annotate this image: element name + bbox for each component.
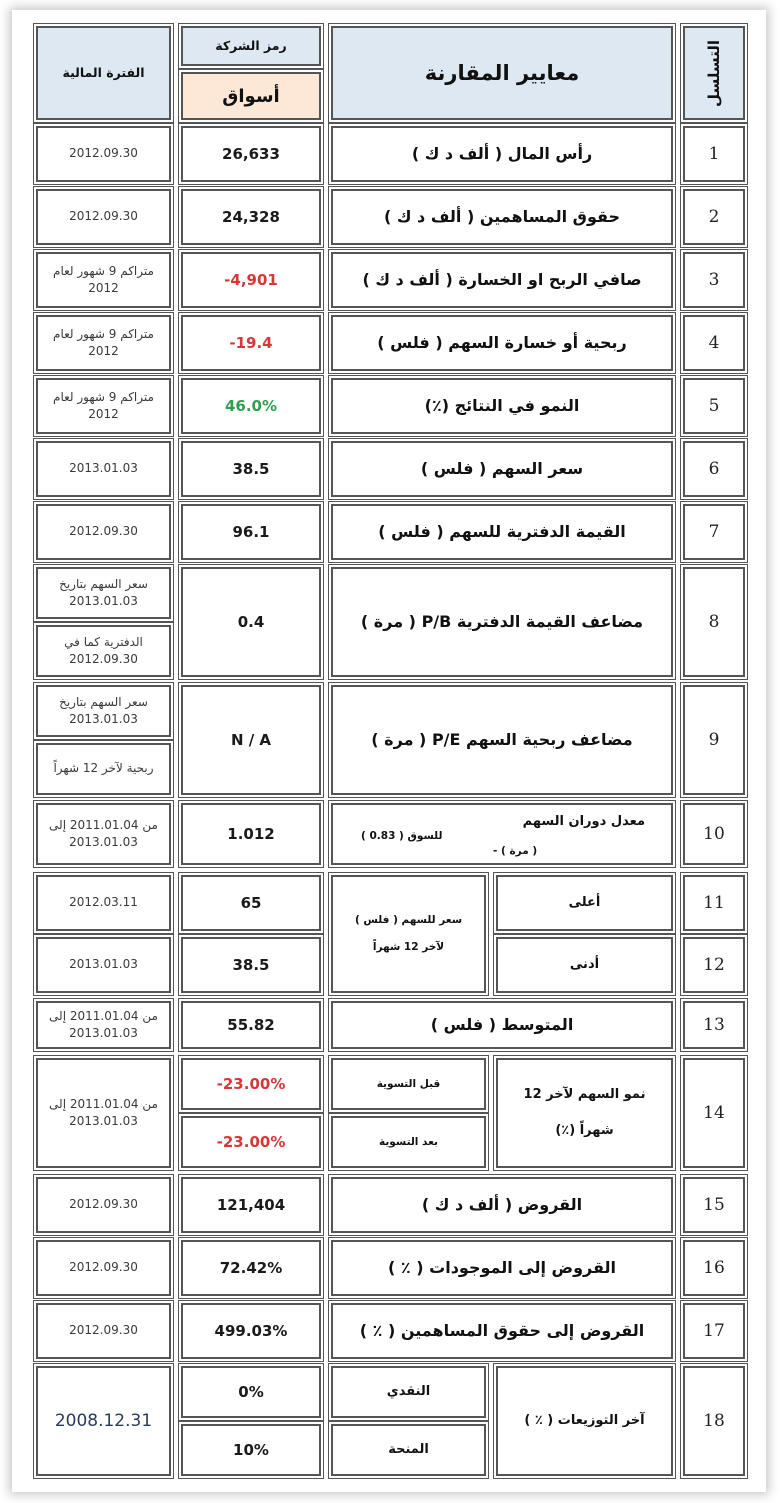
row-16-value: 72.42%	[181, 1240, 321, 1296]
row-17-date: 2012.09.30	[36, 1303, 171, 1359]
row-4-label: ربحية أو خسارة السهم ( فلس )	[331, 315, 673, 371]
row-10-value: 1.012	[181, 803, 321, 865]
row-8-date-top: سعر السهم بتاريخ 2013.01.03	[36, 567, 171, 619]
row-11-value: 65	[181, 875, 321, 931]
row-6-value: 38.5	[181, 441, 321, 497]
price-range-group-label: سعر للسهم ( فلس ) لآخر 12 شهراً	[331, 875, 486, 993]
row-12-label: أدنى	[496, 937, 673, 993]
row-6-label: سعر السهم ( فلس )	[331, 441, 673, 497]
row-10-date: من 2011.01.04 إلى 2013.01.03	[36, 803, 171, 865]
row-11-date: 2012.03.11	[36, 875, 171, 931]
row-15-date: 2012.09.30	[36, 1177, 171, 1233]
row-3-label: صافي الربح او الخسارة ( ألف د ك )	[331, 252, 673, 308]
row-16-num: 16	[683, 1240, 745, 1296]
row-5-date: متراكم 9 شهور لعام 2012	[36, 378, 171, 434]
row-14-sub-top: قبل التسوية	[331, 1058, 486, 1110]
row-14-date: من 2011.01.04 إلى 2013.01.03	[36, 1058, 171, 1168]
row-3-value: -4,901	[181, 252, 321, 308]
header-period: الفترة المالية	[36, 26, 171, 120]
row-18-sub-top: النقدي	[331, 1366, 486, 1418]
row-2-date: 2012.09.30	[36, 189, 171, 245]
row-17-label: القروض إلى حقوق المساهمين ( ٪ )	[331, 1303, 673, 1359]
row-12-num: 12	[683, 937, 745, 993]
row-12-value: 38.5	[181, 937, 321, 993]
row-8-label: مضاعف القيمة الدفترية P/B ( مرة )	[331, 567, 673, 677]
row-11-num: 11	[683, 875, 745, 931]
row-6-date: 2013.01.03	[36, 441, 171, 497]
row-7-label: القيمة الدفترية للسهم ( فلس )	[331, 504, 673, 560]
row-8-value: 0.4	[181, 567, 321, 677]
row-18-sub-bottom: المنحة	[331, 1424, 486, 1476]
row-2-value: 24,328	[181, 189, 321, 245]
row-17-value: 499.03%	[181, 1303, 321, 1359]
row-9-num: 9	[683, 685, 745, 795]
row-8-date-bottom: الدفترية كما في 2012.09.30	[36, 625, 171, 677]
row-18-value-bottom: 10%	[181, 1424, 321, 1476]
row-13-value: 55.82	[181, 1001, 321, 1049]
row-11-label: أعلى	[496, 875, 673, 931]
row-1-date: 2012.09.30	[36, 126, 171, 182]
row-9-date-top: سعر السهم بتاريخ 2013.01.03	[36, 685, 171, 737]
row-10-label-mid: للسوق ( 0.83 )	[361, 830, 443, 842]
row-14-sub-bottom: بعد التسوية	[331, 1116, 486, 1168]
row-14-num: 14	[683, 1058, 745, 1168]
header-serial	[683, 26, 745, 120]
row-4-num: 4	[683, 315, 745, 371]
row-3-date: متراكم 9 شهور لعام 2012	[36, 252, 171, 308]
row-7-num: 7	[683, 504, 745, 560]
row-10-num: 10	[683, 803, 745, 865]
row-15-value: 121,404	[181, 1177, 321, 1233]
row-6-num: 6	[683, 441, 745, 497]
row-1-num: 1	[683, 126, 745, 182]
row-2-num: 2	[683, 189, 745, 245]
row-5-label: النمو في النتائج (٪)	[331, 378, 673, 434]
row-10-label	[331, 803, 673, 865]
header-criteria	[331, 26, 673, 120]
row-4-date: متراكم 9 شهور لعام 2012	[36, 315, 171, 371]
row-18-label: آخر التوزيعات ( ٪ )	[496, 1366, 673, 1476]
row-13-label: المتوسط ( فلس )	[331, 1001, 673, 1049]
row-4-value: -19.4	[181, 315, 321, 371]
row-14-label: نمو السهم لآخر 12 شهراً (٪)	[496, 1058, 673, 1168]
row-1-label: رأس المال ( ألف د ك )	[331, 126, 673, 182]
header-company-symbol: رمز الشركة	[181, 26, 321, 66]
row-16-label: القروض إلى الموجودات ( ٪ )	[331, 1240, 673, 1296]
row-9-value: N / A	[181, 685, 321, 795]
row-12-date: 2013.01.03	[36, 937, 171, 993]
row-5-value: 46.0%	[181, 378, 321, 434]
row-9-date-bottom: ربحية لآخر 12 شهراً	[36, 743, 171, 795]
row-18-num: 18	[683, 1366, 745, 1476]
header-serial-label: التسلسل	[705, 39, 723, 107]
row-13-num: 13	[683, 1001, 745, 1049]
row-1-value: 26,633	[181, 126, 321, 182]
row-13-date: من 2011.01.04 إلى 2013.01.03	[36, 1001, 171, 1049]
row-10-label-top: معدل دوران السهم	[522, 814, 645, 829]
row-8-num: 8	[683, 567, 745, 677]
header-criteria-label: معايير المقارنة	[424, 61, 580, 85]
row-15-num: 15	[683, 1177, 745, 1233]
row-18-date: 2008.12.31	[36, 1366, 171, 1476]
header-company-name: أسواق	[181, 72, 321, 120]
row-10-label-bottom: ( مرة ) -	[493, 845, 538, 857]
row-5-num: 5	[683, 378, 745, 434]
row-2-label: حقوق المساهمين ( ألف د ك )	[331, 189, 673, 245]
row-18-value-top: 0%	[181, 1366, 321, 1418]
row-17-num: 17	[683, 1303, 745, 1359]
row-16-date: 2012.09.30	[36, 1240, 171, 1296]
row-14-value-bottom: -23.00%	[181, 1116, 321, 1168]
row-7-value: 96.1	[181, 504, 321, 560]
row-14-value-top: -23.00%	[181, 1058, 321, 1110]
row-9-label: مضاعف ربحية السهم P/E ( مرة )	[331, 685, 673, 795]
row-3-num: 3	[683, 252, 745, 308]
row-7-date: 2012.09.30	[36, 504, 171, 560]
row-15-label: القروض ( ألف د ك )	[331, 1177, 673, 1233]
